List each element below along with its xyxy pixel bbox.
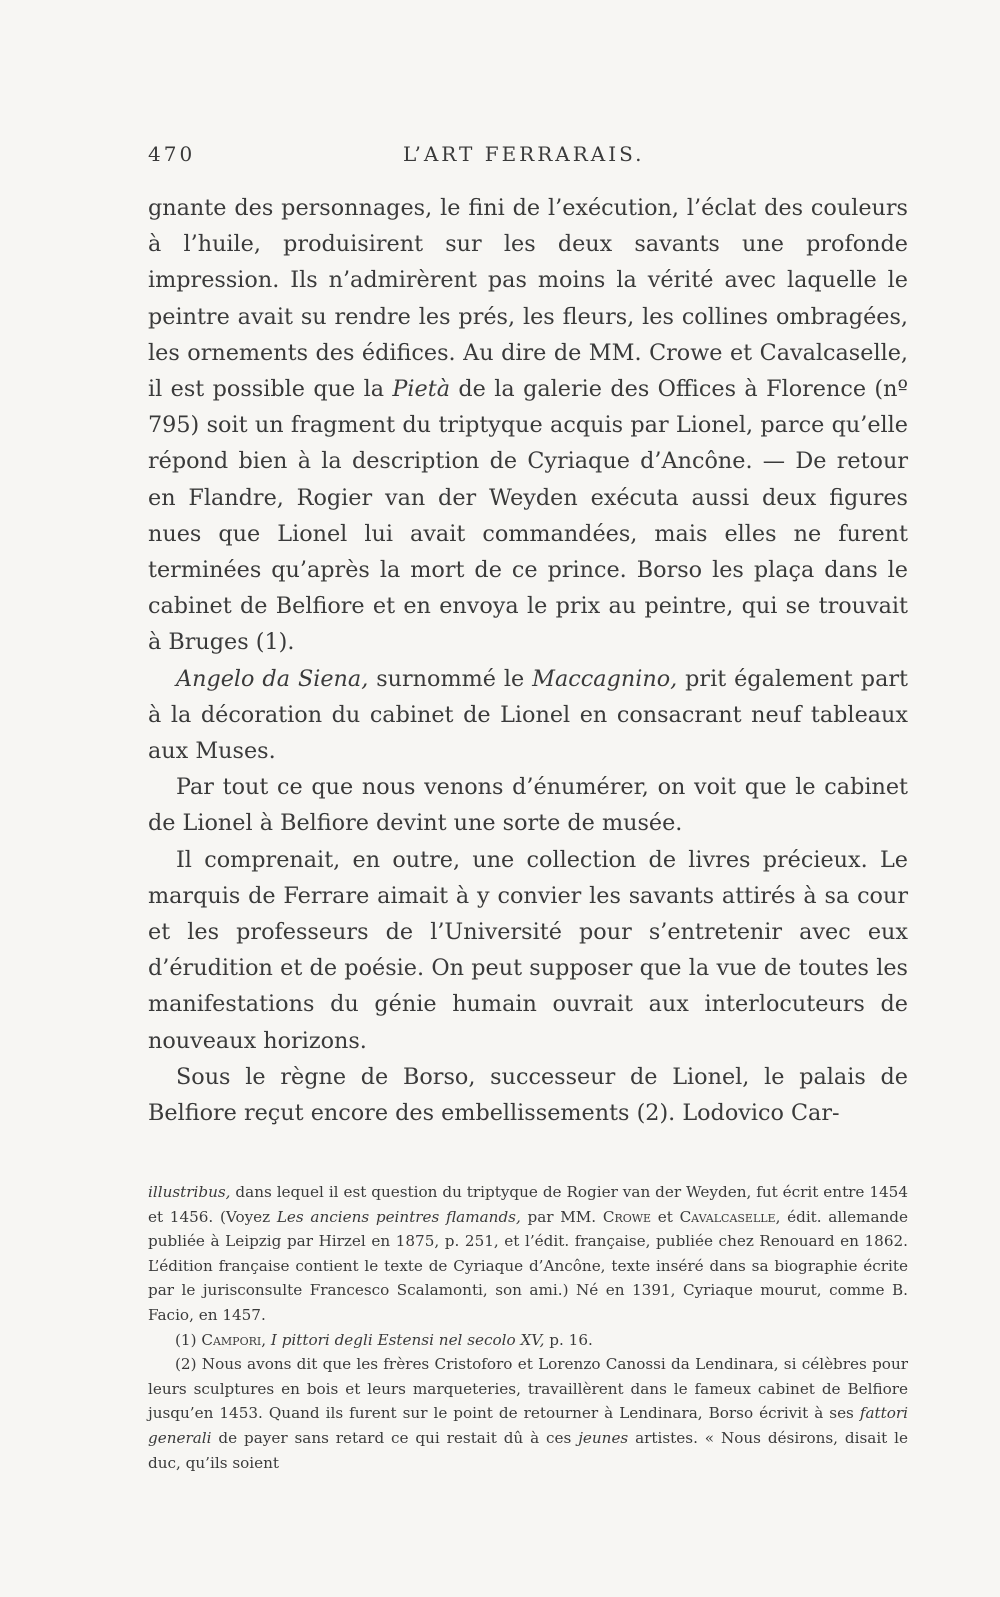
footnote-2: (2) Nous avons dit que les frères Cristoforo et Lorenzo Canossi da Lendinara, si célèbres pour leurs sculptures en bois et leurs marqueteries, travaillèrent dans le fameux cabinet de Belfiore jusqu’en 1453. Quand ils furent sur le point de retourner à Lendinara, Borso écrivit à ses fattori generali de payer sans retard ce qui restait dû à ces jeunes artistes. « Nous désirons, disait le duc, qu’ils soient xyxy=(148,1355,908,1472)
running-title: L’ART FERRARAIS. xyxy=(403,142,645,166)
footnote-continuation: illustribus, dans lequel il est question du triptyque de Rogier van der Weyden, fut écrit entre 1454 et 1456. (Voyez Les anciens peintres flamands, par MM. Crowe et Cavalcaselle, édit. allemande publiée à Leipzig par Hirzel en 1875, p. 251, et l’édit. française, publiée chez Renouard en 1862. L’édition française contient le texte de Cyriaque d’Ancône, texte inséré dans sa biographie écrite par le jurisconsulte Francesco Scalamonti, son ami.) Né en 1391, Cyriaque mourut, comme B. Facio, en 1457. xyxy=(148,1183,908,1324)
footnote-1: (1) Campori, I pittori degli Estensi nel secolo XV, p. 16. xyxy=(175,1330,593,1349)
paragraph-3: Par tout ce que nous venons d’énumérer, on voit que le cabinet de Lionel à Belfiore devint une sorte de musée. xyxy=(148,774,908,837)
paragraph-5: Sous le règne de Borso, successeur de Lionel, le palais de Belfiore reçut encore des embellissements (2). Lodovico Car- xyxy=(148,1063,908,1127)
main-text xyxy=(148,190,908,1131)
footnotes xyxy=(148,1180,908,1475)
paragraph-1: gnante des personnages, le fini de l’exécution, l’éclat des couleurs à l’huile, produisirent sur les deux savants une profonde impression. Ils n’admirèrent pas moins la vérité avec laquelle le peintre avait su rendre les prés, les fleurs, les collines ombragées, les ornements des édifices. Au dire de MM. Crowe et Cavalcaselle, il est possible que la Pietà de la galerie des Offices à Florence (nº 795) soit un fragment du triptyque acquis par Lionel, parce qu’elle répond bien à la description de Cyriaque d’Ancône. — De retour en Flandre, Rogier van der Weyden exécuta aussi deux figures nues que Lionel lui avait commandées, mais elles ne furent terminées qu’après la mort de ce prince. Borso les plaça dans le cabinet de Belfiore et en envoya le prix au peintre, qui se trouvait à Bruges (1). xyxy=(148,195,908,656)
paragraph-4: Il comprenait, en outre, une collection de livres précieux. Le marquis de Ferrare aimait à y convier les savants attirés à sa cour et les professeurs de l’Université pour s’entretenir avec eux d’érudition et de poésie. On peut supposer que la vue de toutes les manifestations du génie humain ouvrait aux interlocuteurs de nouveaux horizons. xyxy=(148,846,908,1054)
running-head xyxy=(148,142,908,172)
paragraph-2: Angelo da Siena, surnommé le Maccagnino, prit également part à la décoration du cabinet de Lionel en consacrant neuf tableaux aux Muses. xyxy=(148,665,908,765)
page-number: 470 xyxy=(148,142,196,166)
